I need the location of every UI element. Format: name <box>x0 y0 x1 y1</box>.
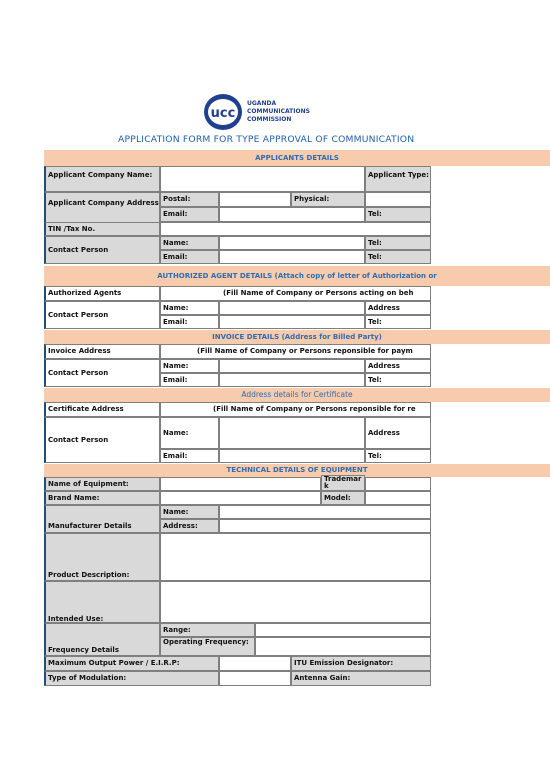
manufacturer-details-label: Manufacturer Details <box>44 505 160 533</box>
certificate-name-field[interactable] <box>219 417 365 449</box>
max-power-field[interactable] <box>219 656 291 671</box>
applicant-contact-email-label: Email: <box>160 250 219 264</box>
invoice-address-field-label: Address <box>365 359 431 373</box>
svg-text:COMMUNICATIONS: COMMUNICATIONS <box>247 108 310 115</box>
invoice-name-label: Name: <box>160 359 219 373</box>
applicants-section-header: APPLICANTS DETAILS <box>44 150 550 166</box>
trademark-label: Trademar k <box>321 475 365 491</box>
modulation-field[interactable] <box>219 671 291 686</box>
applicant-contact-email-field[interactable] <box>219 250 365 264</box>
intended-use-field[interactable] <box>160 581 431 623</box>
invoice-contact-label: Contact Person <box>44 359 160 387</box>
product-description-field[interactable] <box>160 533 431 581</box>
invoice-address-label: Invoice Address <box>44 344 160 359</box>
applicant-contact-name-field[interactable] <box>219 236 365 250</box>
agent-email-field[interactable] <box>219 315 365 329</box>
invoice-name-field[interactable] <box>219 359 365 373</box>
manufacturer-address-label: Address: <box>160 519 219 533</box>
application-form <box>44 150 550 686</box>
applicant-contact-name-label: Name: <box>160 236 219 250</box>
company-name-field[interactable] <box>160 166 365 192</box>
postal-field[interactable] <box>219 192 291 207</box>
operating-frequency-label: Operating Frequency: <box>160 637 255 656</box>
applicant-type-label: Applicant Type: <box>365 166 431 192</box>
applicant-contact-tel-label: Tel: <box>365 236 431 250</box>
agent-contact-label: Contact Person <box>44 301 160 329</box>
agent-name-label: Name: <box>160 301 219 315</box>
model-field[interactable] <box>365 491 431 505</box>
applicant-email-field[interactable] <box>219 207 365 222</box>
certificate-email-label: Email: <box>160 449 219 463</box>
manufacturer-name-field[interactable] <box>219 505 431 519</box>
certificate-email-field[interactable] <box>219 449 365 463</box>
product-description-label: Product Description: <box>44 533 160 581</box>
agent-address-label: Address <box>365 301 431 315</box>
certificate-address-label: Certificate Address <box>44 402 160 417</box>
postal-label: Postal: <box>160 192 219 207</box>
form-title: APPLICATION FORM FOR TYPE APPROVAL OF COMMUNICATION <box>118 134 415 145</box>
svg-text:ucc: ucc <box>210 106 236 121</box>
certificate-section-header: Address details for Certificate <box>44 388 550 402</box>
invoice-address-note: (Fill Name of Company or Persons reponsible for paym <box>160 344 431 359</box>
certificate-name-label: Name: <box>160 417 219 449</box>
physical-label: Physical: <box>291 192 365 207</box>
brand-name-label: Brand Name: <box>44 491 160 505</box>
invoice-email-field[interactable] <box>219 373 365 387</box>
certificate-address-field-label: Address <box>365 417 431 449</box>
tin-label: TIN /Tax No. <box>44 222 160 236</box>
invoice-email-label: Email: <box>160 373 219 387</box>
invoice-tel-label: Tel: <box>365 373 431 387</box>
company-name-label: Applicant Company Name: <box>44 166 160 192</box>
operating-frequency-field[interactable] <box>255 637 431 656</box>
antenna-gain-label: Antenna Gain: <box>291 671 431 686</box>
certificate-address-note: (Fill Name of Company or Persons reponsible for re <box>160 402 431 417</box>
applicant-tel-label: Tel: <box>365 207 431 222</box>
certificate-contact-label: Contact Person <box>44 417 160 463</box>
company-address-label: Applicant Company Address <box>44 192 160 226</box>
authorized-agents-label: Authorized Agents <box>44 286 160 301</box>
agent-tel-label: Tel: <box>365 315 431 329</box>
agent-name-field[interactable] <box>219 301 365 315</box>
certificate-tel-label: Tel: <box>365 449 431 463</box>
technical-section-header: TECHNICAL DETAILS OF EQUIPMENT <box>44 464 550 477</box>
applicant-email-label: Email: <box>160 207 219 222</box>
modulation-label: Type of Modulation: <box>44 671 219 686</box>
manufacturer-name-label: Name: <box>160 505 219 519</box>
range-field[interactable] <box>255 623 431 637</box>
agent-section-header: AUTHORIZED AGENT DETAILS (Attach copy of letter of Authorization or <box>44 266 550 286</box>
range-label: Range: <box>160 623 255 637</box>
applicant-contact-label: Contact Person <box>44 236 160 264</box>
model-label: Model: <box>321 491 365 505</box>
manufacturer-address-field[interactable] <box>219 519 431 533</box>
itu-designator-label: ITU Emission Designator: <box>291 656 431 671</box>
frequency-details-label: Frequency Details <box>44 623 160 656</box>
equipment-name-field[interactable] <box>160 477 321 491</box>
authorized-agents-note: (Fill Name of Company or Persons acting on beh <box>160 286 431 301</box>
tin-field[interactable] <box>160 222 431 236</box>
svg-text:COMMISSION: COMMISSION <box>247 116 292 123</box>
invoice-section-header: INVOICE DETAILS (Address for Billed Party) <box>44 330 550 344</box>
intended-use-label: Intended Use: <box>44 581 160 623</box>
agent-email-label: Email: <box>160 315 219 329</box>
svg-text:UGANDA: UGANDA <box>247 100 277 107</box>
brand-name-field[interactable] <box>160 491 321 505</box>
trademark-field[interactable] <box>365 477 431 491</box>
max-power-label: Maximum Output Power / E.I.R.P: <box>44 656 219 671</box>
ucc-logo <box>203 92 323 132</box>
applicant-contact-tel2-label: Tel: <box>365 250 431 264</box>
physical-field[interactable] <box>365 192 431 207</box>
equipment-name-label: Name of Equipment: <box>44 477 160 491</box>
